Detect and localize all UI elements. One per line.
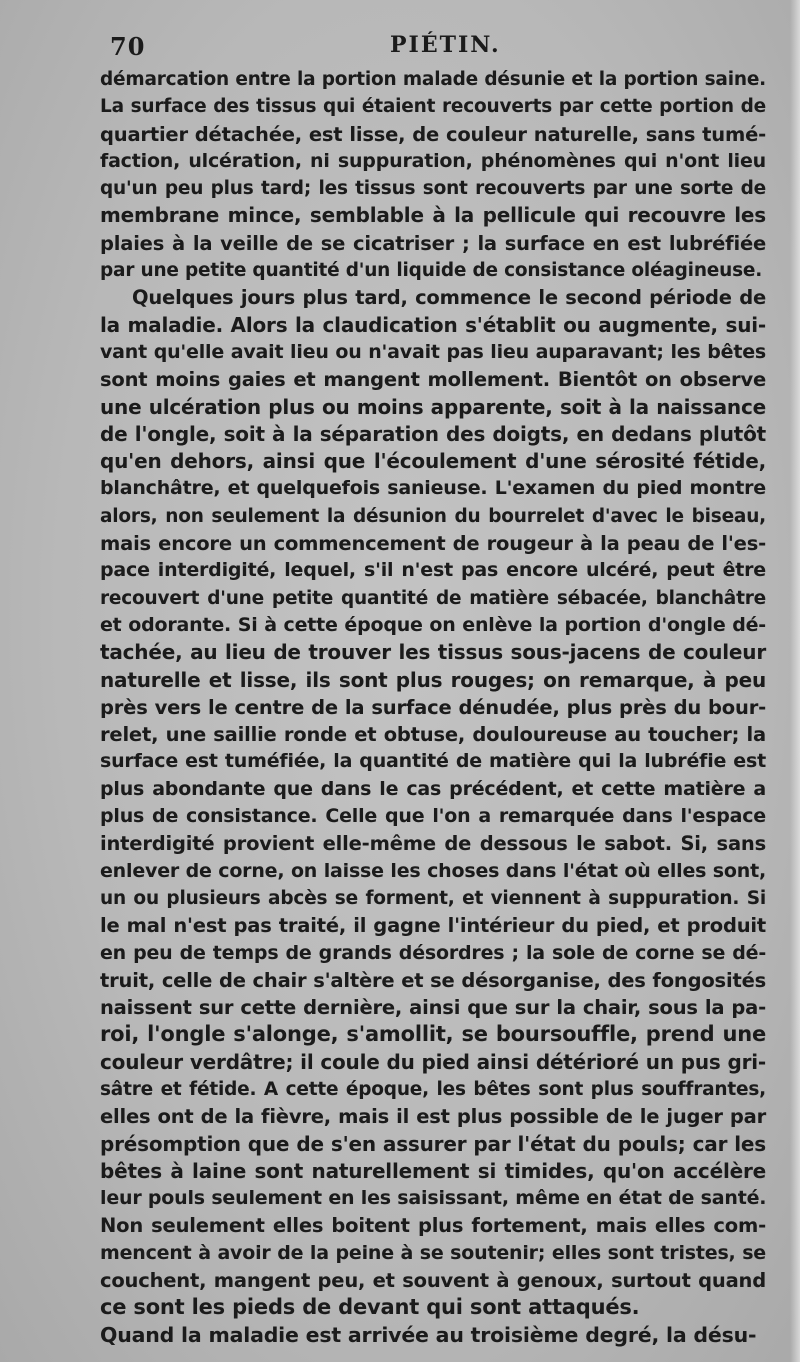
text-line: enlever de corne, on laisse les choses dans l'état où elles sont,	[100, 859, 766, 882]
text-line: quartier détachée, est lisse, de couleur naturelle, sans tumé-	[100, 122, 766, 146]
text-line: truit, celle de chair s'altère et se désorganise, des fongosités	[100, 968, 766, 992]
text-line: interdigité provient elle-même de dessous le sabot. Si, sans	[100, 832, 766, 856]
body-text	[100, 66, 766, 1349]
text-line: membrane mince, semblable à la pellicule qui recouvre les	[100, 203, 766, 228]
text-line: La surface des tissus qui étaient recouverts par cette portion de	[100, 96, 766, 118]
text-line: qu'un peu plus tard; les tissus sont recouverts par une sorte de	[100, 178, 766, 200]
text-line: le mal n'est pas traité, il gagne l'intérieur du pied, et produit	[100, 914, 766, 938]
running-header	[110, 32, 750, 66]
text-line: plaies à la veille de se cicatriser ; la surface en est lubréfiée	[100, 231, 766, 255]
page-number: 70	[110, 32, 146, 61]
text-line: ce sont les pieds de devant qui sont attaqués.	[100, 1295, 640, 1320]
text-line: leur pouls seulement en les saisissant, même en état de santé.	[100, 1187, 767, 1210]
text-line: naturelle et lisse, ils sont plus rouges; on remarque, à peu	[100, 667, 766, 692]
page-edge-shadow	[790, 0, 800, 1362]
text-line: pace interdigité, lequel, s'il n'est pas encore ulcéré, peut être	[100, 559, 766, 582]
text-line: tachée, au lieu de trouver les tissus sous-jacens de couleur	[100, 640, 766, 665]
text-line: elles ont de la fièvre, mais il est plus possible de le juger par	[100, 1105, 766, 1129]
text-line: vant qu'elle avait lieu ou n'avait pas lieu auparavant; les bêtes	[100, 340, 766, 363]
text-line: blanchâtre, et quelquefois sanieuse. L'examen du pied montre	[100, 477, 766, 500]
text-line: mais encore un commencement de rougeur à la peau de l'es-	[100, 532, 766, 556]
text-line: présomption que de s'en assurer par l'état du pouls; car les	[100, 1131, 766, 1156]
text-line: sont moins gaies et mangent mollement. Bientôt on observe	[100, 368, 766, 392]
text-line: une ulcération plus ou moins apparente, soit à la naissance	[100, 394, 766, 419]
text-line: plus abondante que dans le cas précédent, et cette matière a	[100, 777, 766, 800]
text-line: surface est tuméfiée, la quantité de matière qui la lubréfie est	[100, 750, 766, 773]
text-line: recouvert d'une petite quantité de matière sébacée, blanchâtre	[100, 587, 766, 609]
text-line: par une petite quantité d'un liquide de consistance oléagineuse.	[100, 260, 763, 282]
text-line: faction, ulcération, ni suppuration, phénomènes qui n'ont lieu	[100, 149, 766, 172]
text-line: Quelques jours plus tard, commence le second période de	[132, 286, 766, 310]
text-line: sâtre et fétide. A cette époque, les bêtes sont plus souffrantes,	[100, 1078, 766, 1100]
text-line: alors, non seulement la désunion du bourrelet d'avec le biseau,	[100, 505, 766, 527]
text-line: qu'en dehors, ainsi que l'écoulement d'une sérosité fétide,	[100, 449, 766, 474]
text-line: la maladie. Alors la claudication s'établit ou augmente, sui-	[100, 312, 766, 337]
running-title: PIÉTIN.	[390, 32, 501, 58]
text-line: naissent sur cette dernière, ainsi que sur la chair, sous la pa-	[100, 996, 766, 1020]
text-line: mencent à avoir de la peine à se soutenir; elles sont tristes, se	[100, 1241, 766, 1264]
text-line: couchent, mangent peu, et souvent à genoux, surtout quand	[100, 1269, 766, 1293]
text-line: en peu de temps de grands désordres ; la sole de corne se dé-	[100, 941, 766, 964]
text-line: de l'ongle, soit à la séparation des doigts, en dedans plutôt	[100, 421, 766, 446]
text-line: plus de consistance. Celle que l'on a remarquée dans l'espace	[100, 805, 766, 828]
text-line: démarcation entre la portion malade désunie et la portion saine.	[100, 69, 766, 90]
text-line: bêtes à laine sont naturellement si timides, qu'on accélère	[100, 1158, 766, 1183]
text-line: près vers le centre de la surface dénudée, plus près du bour-	[100, 695, 766, 719]
text-line: relet, une saillie ronde et obtuse, douloureuse au toucher; la	[100, 723, 766, 747]
text-line: un ou plusieurs abcès se forment, et viennent à suppuration. Si	[100, 887, 766, 909]
text-line: et odorante. Si à cette époque on enlève la portion d'ongle dé-	[100, 613, 766, 636]
text-line: couleur verdâtre; il coule du pied ainsi détérioré un pus gri-	[100, 1049, 766, 1074]
text-line: Quand la maladie est arrivée au troisième degré, la désu-	[100, 1322, 757, 1347]
text-line: roi, l'ongle s'alonge, s'amollit, se boursouffle, prend une	[100, 1022, 766, 1047]
text-line: Non seulement elles boitent plus fortement, mais elles com-	[100, 1214, 766, 1238]
